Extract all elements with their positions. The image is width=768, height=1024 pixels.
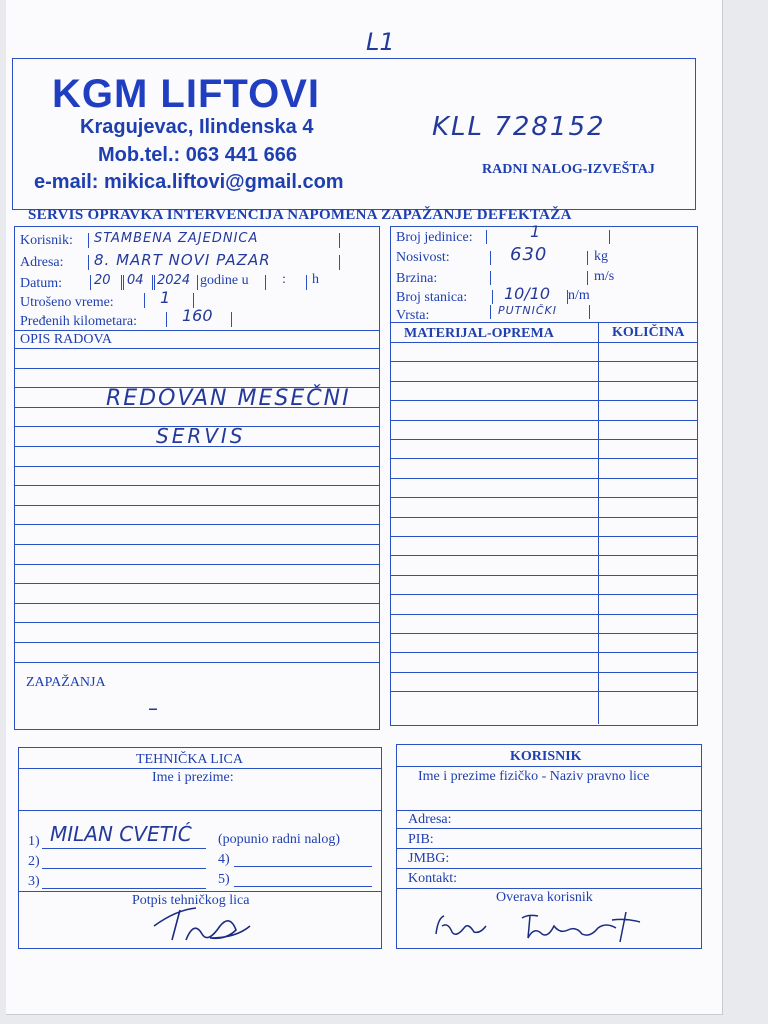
ruled-line	[14, 642, 379, 643]
zapazanja-value: –	[148, 696, 158, 720]
adresa-value: 8. MART NOVI PAZAR	[94, 251, 271, 269]
korisnik-label: Korisnik:	[20, 233, 73, 248]
vrsta-value: PUTNIČKI	[498, 304, 558, 317]
ruled-line	[390, 381, 697, 382]
datum-month: 04	[127, 273, 144, 288]
korisnik-box-title: KORISNIK	[510, 749, 582, 764]
ruled-line	[390, 458, 697, 459]
brzina-field	[490, 271, 588, 285]
predjeno-value: 160	[182, 306, 213, 325]
ruled-line	[14, 446, 379, 447]
ruled-line	[390, 497, 697, 498]
datum-label: Datum:	[20, 276, 62, 291]
ruled-line	[390, 536, 697, 537]
ruled-line	[14, 564, 379, 565]
utroseno-label: Utrošeno vreme:	[20, 295, 114, 310]
korisnik-adresa-label: Adresa:	[408, 812, 452, 827]
ruled-line	[14, 466, 379, 467]
ruled-line	[390, 633, 697, 634]
ruled-line	[14, 387, 379, 388]
time-value: :	[282, 272, 286, 287]
godine-label: godine u	[200, 273, 249, 288]
ruled-line	[14, 524, 379, 525]
page-mark: L1	[366, 28, 395, 56]
utroseno-value: 1	[160, 288, 171, 307]
ruled-line	[14, 368, 379, 369]
broj-stanica-value: 10/10	[504, 284, 551, 303]
korisnik-pib-label: PIB:	[408, 832, 434, 847]
ruled-line	[390, 691, 697, 692]
ruled-line	[390, 420, 697, 421]
datum-day: 20	[94, 273, 111, 288]
ruled-line	[390, 439, 697, 440]
person-3-number: 3)	[28, 874, 40, 889]
ruled-line	[390, 478, 697, 479]
h-label: h	[312, 272, 319, 287]
person-1-number: 1)	[28, 834, 40, 849]
brzina-label: Brzina:	[396, 271, 438, 286]
nosivost-value: 630	[510, 244, 548, 265]
ruled-line	[14, 583, 379, 584]
broj-jedinice-value: 1	[530, 222, 541, 241]
person-1-name: MILAN CVETIĆ	[50, 822, 192, 846]
ruled-line	[390, 672, 697, 673]
ruled-line	[14, 348, 379, 349]
vrsta-label: Vrsta:	[396, 308, 430, 323]
ruled-line	[14, 544, 379, 545]
ruled-line	[14, 622, 379, 623]
korisnik-jmbg-label: JMBG:	[408, 851, 450, 866]
document-type: RADNI NALOG-IZVEŠTAJ	[482, 162, 655, 177]
ruled-line	[390, 400, 697, 401]
nosivost-unit: kg	[594, 249, 608, 264]
ruled-line	[14, 505, 379, 506]
person-2-number: 2)	[28, 854, 40, 869]
korisnik-box-subtitle: Ime i prezime fizičko - Naziv pravno lice	[418, 769, 650, 784]
person-5-number: 5)	[218, 872, 230, 887]
company-phone: Mob.tel.: 063 441 666	[98, 144, 297, 166]
ruled-line	[14, 426, 379, 427]
ruled-line	[14, 662, 379, 663]
nosivost-label: Nosivost:	[396, 250, 450, 265]
predjeno-label: Pređenih kilometara:	[20, 314, 138, 329]
datum-year: 2024	[157, 273, 191, 288]
ruled-line	[390, 652, 697, 653]
ruled-line	[14, 407, 379, 408]
adresa-label: Adresa:	[20, 255, 64, 270]
ruled-line	[390, 594, 697, 595]
broj-jedinice-label: Broj jedinice:	[396, 230, 473, 245]
kolicina-header: KOLIČINA	[612, 325, 685, 340]
tehnicka-lica-subtitle: Ime i prezime:	[152, 770, 234, 785]
opis-radova-label: OPIS RADOVA	[20, 332, 112, 347]
ruled-line	[390, 342, 697, 343]
document-number: KLL 728152	[432, 112, 606, 142]
work-order-sheet	[6, 0, 723, 1015]
technician-signature	[146, 900, 256, 946]
brzina-unit: m/s	[594, 269, 615, 284]
korisnik-value: STAMBENA ZAJEDNICA	[94, 231, 259, 246]
company-address: Kragujevac, Ilindenska 4	[80, 116, 314, 138]
tehnicka-lica-title: TEHNIČKA LICA	[136, 752, 243, 767]
company-name: KGM LIFTOVI	[52, 72, 321, 116]
person-4-number: 4)	[218, 852, 230, 867]
ruled-line	[390, 575, 697, 576]
categories-line: SERVIS OPRAVKA INTERVENCIJA NAPOMENA ZAPAŽANJE DEFEKTAŽA	[28, 207, 572, 223]
ruled-line	[390, 614, 697, 615]
materijal-header: MATERIJAL-OPREMA	[404, 326, 554, 341]
company-email: e-mail: mikica.liftovi@gmail.com	[34, 171, 344, 193]
ruled-line	[390, 555, 697, 556]
broj-stanica-unit: n/m	[568, 288, 590, 303]
person-1-note: (popunio radni nalog)	[218, 832, 341, 847]
ruled-line	[390, 361, 697, 362]
broj-jedinice-field	[486, 230, 610, 244]
opis-radova-line1: REDOVAN MESEČNI	[106, 386, 351, 411]
zapazanja-label: ZAPAŽANJA	[26, 675, 106, 690]
ruled-line	[14, 603, 379, 604]
broj-stanica-label: Broj stanica:	[396, 290, 468, 305]
ruled-line	[14, 485, 379, 486]
client-signature	[430, 904, 650, 946]
opis-radova-line2: SERVIS	[156, 424, 246, 448]
ruled-line	[390, 517, 697, 518]
overava-label: Overava korisnik	[496, 890, 593, 905]
time-field	[265, 275, 307, 290]
korisnik-kontakt-label: Kontakt:	[408, 871, 457, 886]
signature-label: Potpis tehničkog lica	[132, 893, 250, 908]
